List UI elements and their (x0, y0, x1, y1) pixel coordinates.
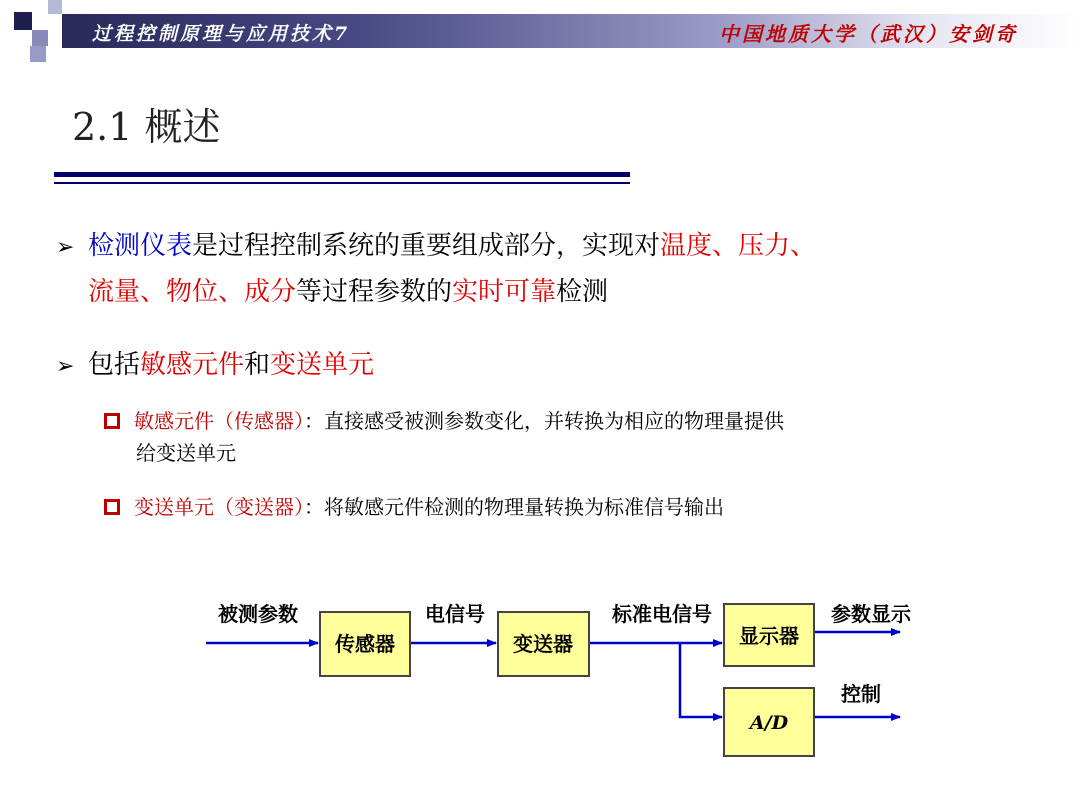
sub1-desc-cont: 给变送单元 (136, 441, 236, 465)
signal1-label: 电信号 (425, 602, 485, 626)
bullet1-text3: 检测 (556, 277, 609, 307)
arrow-bullet-icon: ➢ (56, 235, 75, 260)
display-label: 显示器 (739, 624, 799, 648)
sub2-desc: ：将敏感元件检测的物理量转换为标准信号输出 (304, 495, 724, 519)
signal2-label: 标准电信号 (612, 602, 712, 626)
bullet1-text2: 等过程参数的 (296, 277, 453, 307)
bullet2-sensor: 敏感元件 (140, 350, 245, 380)
bullet1-term: 检测仪表 (88, 231, 193, 261)
bullet1-params-a: 温度、压力、 (660, 231, 817, 261)
display-out-label: 参数显示 (831, 602, 911, 626)
bullet1-text: 是过程控制系统的重要组成部分，实现对 (192, 231, 661, 261)
bullet2-and: 和 (244, 350, 271, 380)
transmitter-label: 变送器 (513, 632, 573, 656)
slide-title: 2.1 概述 (72, 105, 221, 149)
bullet2-transmitter: 变送单元 (270, 350, 375, 380)
author-label: 中国地质大学（武汉）安剑奇 (719, 22, 1018, 46)
arrow-branch-ad (680, 643, 722, 717)
bullet1-realtime: 实时可靠 (452, 277, 557, 307)
bullet2-text: 包括 (88, 350, 141, 380)
sub2-term: 变送单元（变送器） (134, 495, 304, 519)
arrow-bullet-icon: ➢ (56, 354, 75, 379)
ad-label: A/D (749, 712, 789, 734)
sub1-term: 敏感元件（传感器） (134, 409, 304, 433)
sensor-label: 传感器 (335, 632, 395, 656)
sub1-desc: ：直接感受被测参数变化，并转换为相应的物理量提供 (304, 409, 784, 433)
bullet1-params-b: 流量、物位、成分 (88, 277, 297, 307)
input-label: 被测参数 (218, 602, 298, 626)
control-out-label: 控制 (841, 682, 881, 706)
course-title: 过程控制原理与应用技术7 (92, 23, 351, 45)
